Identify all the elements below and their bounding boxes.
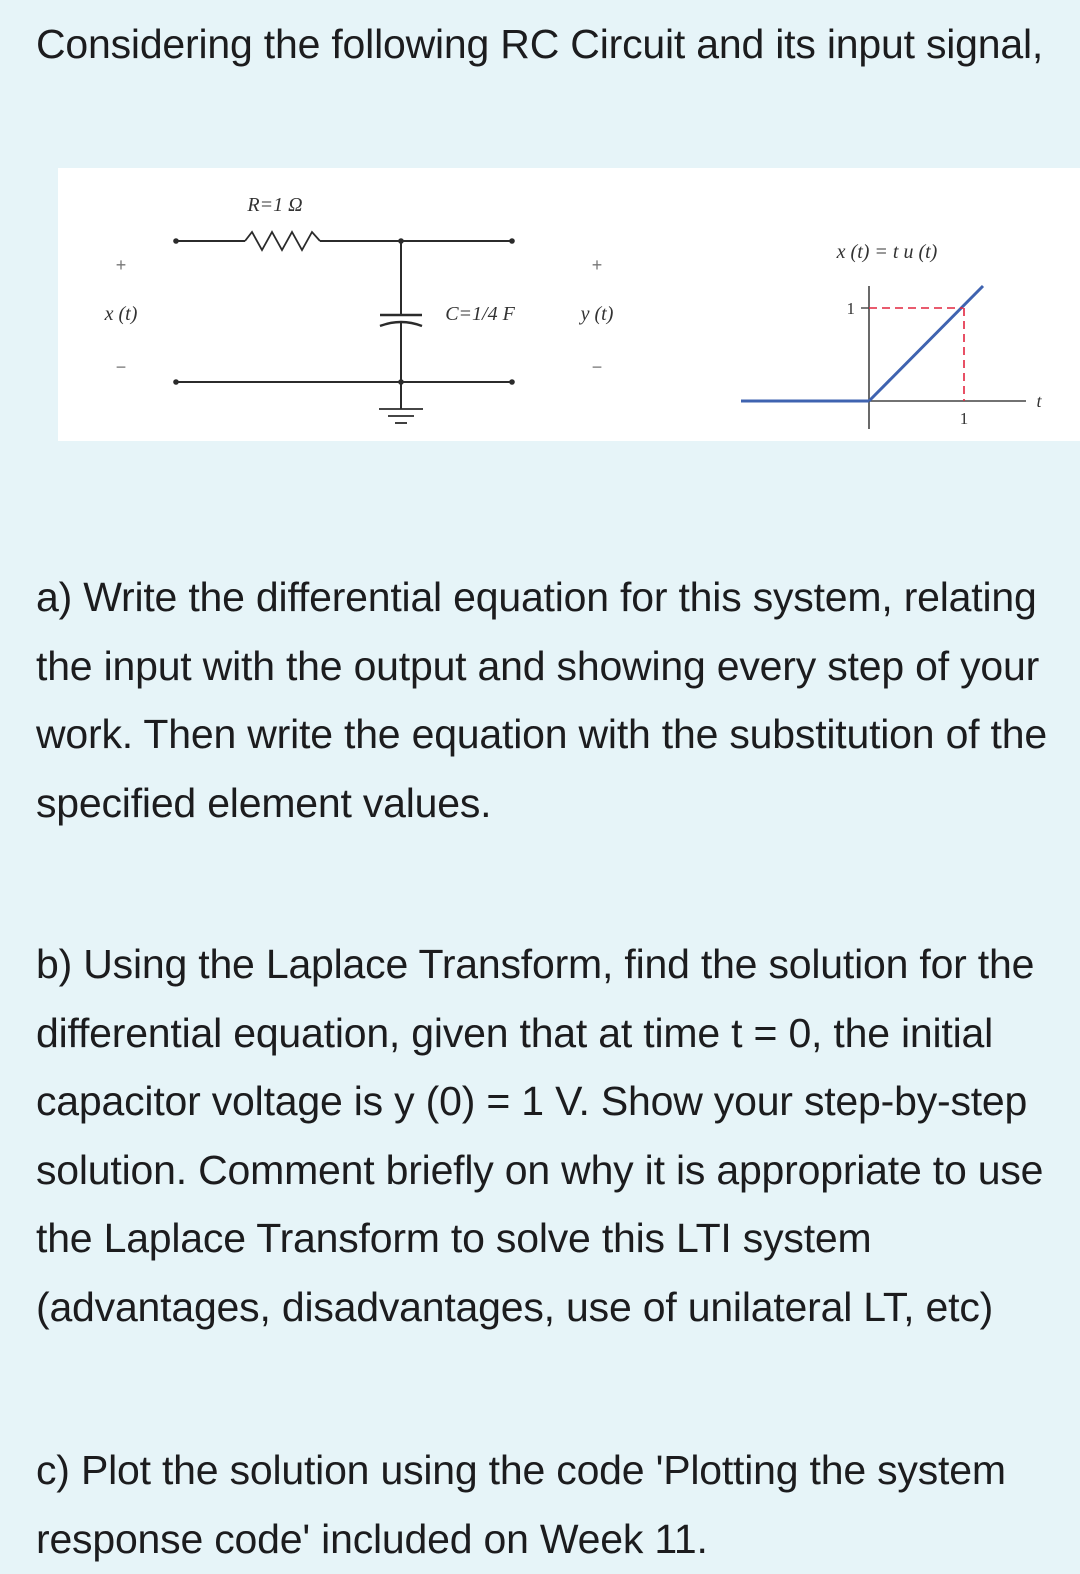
- resistor-zigzag: [245, 232, 320, 250]
- input-minus-sign: −: [115, 357, 127, 377]
- node-bottom: [398, 379, 404, 385]
- terminal-input-top: [173, 238, 179, 244]
- part-b-text: b) Using the Laplace Transform, find the solution for the differential equation, given that at time t = 0, the initial capacitor voltage is y (0) = 1 V. Show your step-by-step solution. Comment briefly on why it is appropriate to use the Laplace Transform to solve this LTI system (advantages, disadvantages, use of unilateral LT, etc): [36, 941, 1044, 1330]
- figure-canvas: [58, 168, 1080, 441]
- terminal-output-top: [509, 238, 515, 244]
- resistor-label: R=1 Ω: [247, 194, 303, 216]
- terminal-output-bottom: [509, 379, 515, 385]
- intro-text: Considering the following RC Circuit and its input signal,: [36, 21, 1044, 67]
- output-plus-sign: +: [591, 255, 603, 275]
- capacitor-label: C=1/4 F: [445, 303, 515, 325]
- terminal-input-bottom: [173, 379, 179, 385]
- input-label: x (t): [104, 303, 138, 325]
- part-a-text: a) Write the differential equation for this system, relating the input with the output and showing every step of your work. Then write the equation with the substitution of the specified element values.: [36, 574, 1047, 826]
- plot-x-tick-label: 1: [959, 409, 969, 428]
- plot-axis-label-t: t: [1036, 391, 1042, 411]
- part-c-text: c) Plot the solution using the code 'Plotting the system response code' included on Week 11.: [36, 1447, 1006, 1562]
- signal-ramp-segment: [869, 286, 983, 401]
- output-label: y (t): [580, 303, 614, 325]
- signal-plot-title: x (t) = t u (t): [836, 241, 938, 263]
- signal-plot: [741, 241, 1042, 429]
- rc-circuit: [176, 232, 512, 423]
- node-top: [398, 238, 404, 244]
- output-minus-sign: −: [591, 357, 603, 377]
- input-plus-sign: +: [115, 255, 127, 275]
- circuit-figure: [58, 168, 1080, 441]
- plot-y-tick-label: 1: [846, 299, 855, 318]
